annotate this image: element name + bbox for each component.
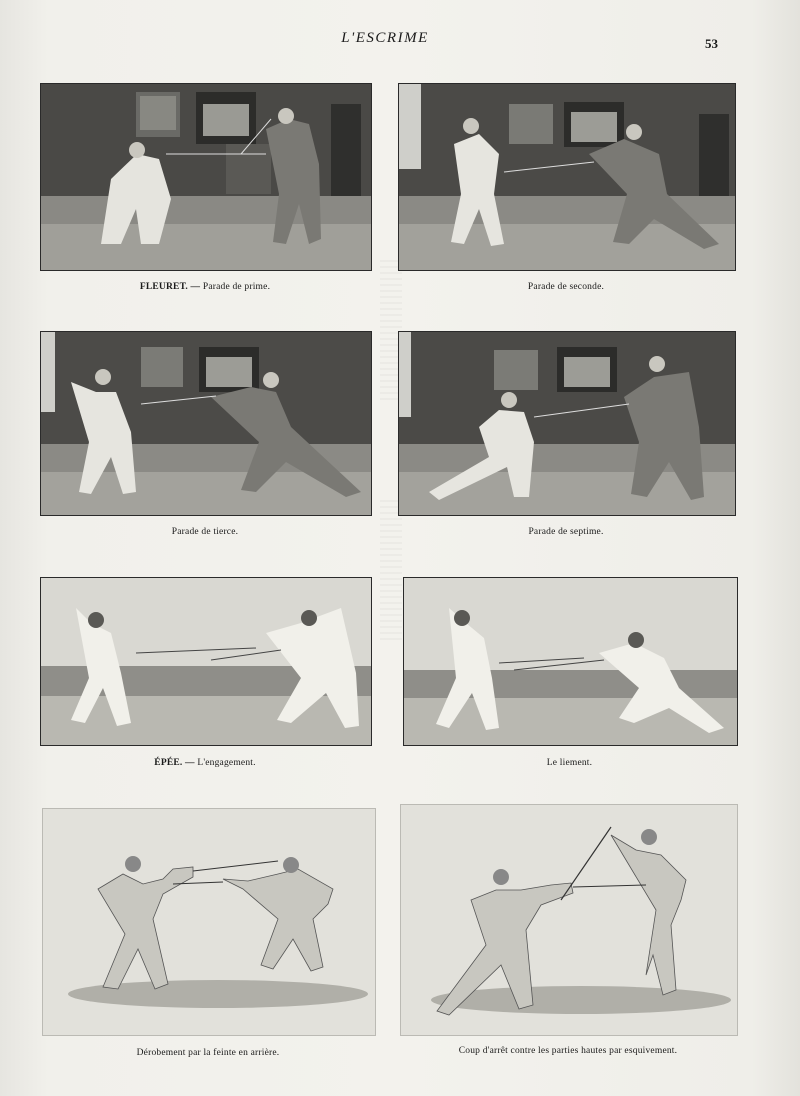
photo-l-engagement <box>40 577 372 746</box>
caption-parade-de-seconde: Parade de seconde. <box>527 282 605 292</box>
caption-le-liement: Le liement. <box>546 758 593 768</box>
caption-parade-de-prime: FLEURET. — Parade de prime. <box>139 282 271 292</box>
photo-parade-de-seconde <box>398 83 736 271</box>
photo-parade-de-prime <box>40 83 372 271</box>
show-through-text <box>380 500 402 640</box>
photo-le-liement <box>403 577 738 746</box>
running-title: L'ESCRIME <box>341 30 429 46</box>
caption-coup-d-arret: Coup d'arrêt contre les parties hautes par esquivement. <box>458 1046 678 1056</box>
caption-parade-de-septime: Parade de septime. <box>528 527 604 537</box>
caption-derobement: Dérobement par la feinte en arrière. <box>136 1048 280 1058</box>
photo-parade-de-tierce <box>40 331 372 516</box>
photo-parade-de-septime <box>398 331 736 516</box>
page-number: 53 <box>705 36 718 51</box>
caption-parade-de-tierce: Parade de tierce. <box>171 527 239 537</box>
drawing-coup-d-arret <box>400 804 738 1036</box>
drawing-derobement <box>42 808 376 1036</box>
caption-l-engagement: ÉPÉE. — L'engagement. <box>154 758 256 768</box>
